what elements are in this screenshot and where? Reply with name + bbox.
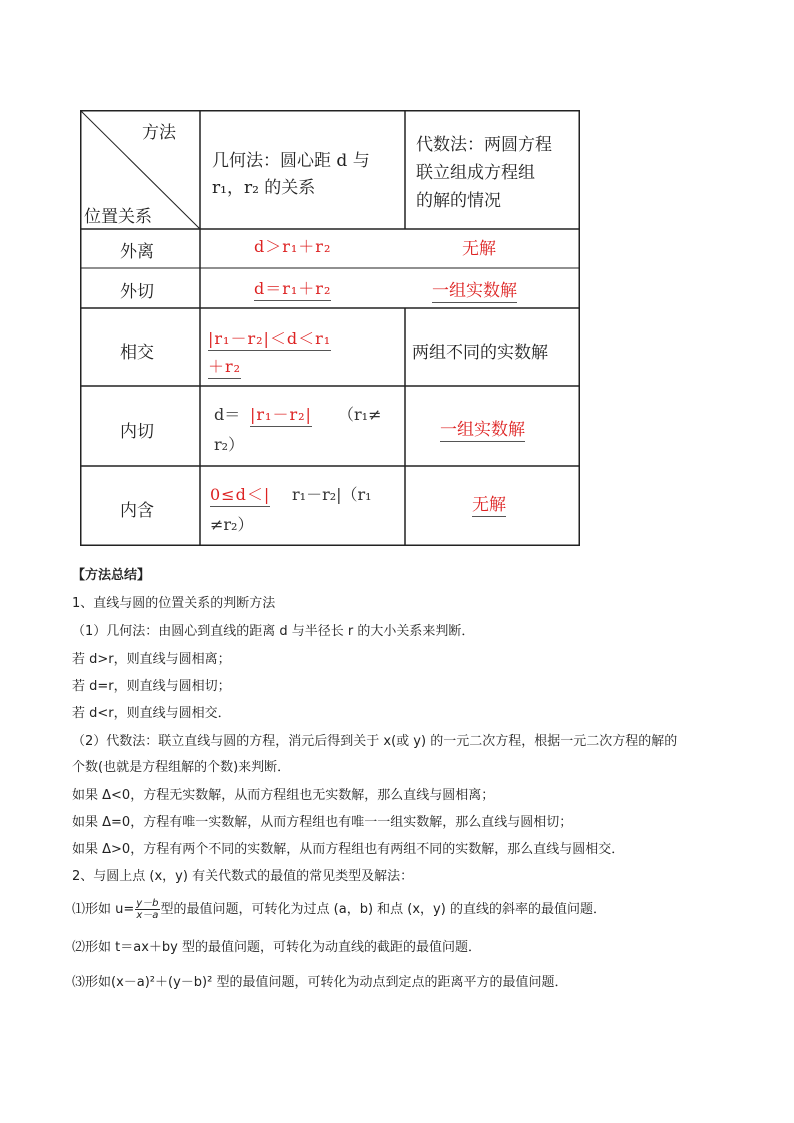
algebraic-header-line1: 代数法：两圆方程 bbox=[416, 135, 552, 155]
geometric-separate: d＞r₁＋r₂ bbox=[254, 237, 332, 256]
relation-contain: 内含 bbox=[120, 501, 154, 521]
geometric-internal-tangent-line1: |r₁－r₂| bbox=[250, 402, 312, 427]
summary-heading: 【方法总结】 bbox=[72, 568, 151, 583]
extremum-type-1-suffix: 型的最值问题，可转化为过点 (a，b) 和点 (x，y) 的直线的斜率的最值问题． bbox=[160, 902, 606, 917]
relation-internal-tangent: 内切 bbox=[120, 422, 154, 442]
relation-intersect: 相交 bbox=[120, 343, 154, 363]
extremum-type-2: ⑵形如 t＝ax＋by 型的最值问题，可转化为动直线的截距的最值问题． bbox=[72, 940, 481, 955]
condition-tangent: 若 d=r，则直线与圆相切； bbox=[72, 679, 231, 694]
geometric-internal-tangent-prefix: d＝ bbox=[214, 405, 241, 424]
geometric-contain-line2: ≠r₂） bbox=[210, 515, 254, 534]
comparison-table bbox=[80, 110, 580, 546]
geometric-header-line1: 几何法：圆心距 d 与 bbox=[212, 151, 370, 171]
geometric-internal-tangent-suffix: （r₁≠ bbox=[338, 405, 382, 424]
algebraic-method-text: （2）代数法：联立直线与圆的方程，消元后得到关于 x(或 y) 的一元二次方程，根据一元二次方程的解的 bbox=[72, 734, 678, 749]
fraction-denominator: x－a bbox=[136, 910, 159, 921]
algebraic-method-text-cont: 个数(也就是方程组解的个数)来判断． bbox=[72, 760, 291, 775]
algebraic-external-tangent: 一组实数解 bbox=[432, 276, 517, 303]
extremum-type-3: ⑶形如(x－a)²＋(y－b)² 型的最值问题，可转化为动点到定点的距离平方的最值问题． bbox=[72, 975, 568, 990]
discriminant-zero: 如果 Δ=0，方程有唯一实数解，从而方程组也有唯一一组实数解，那么直线与圆相切； bbox=[72, 815, 573, 830]
discriminant-negative: 如果 Δ<0，方程无实数解，从而方程组也无实数解，那么直线与圆相离； bbox=[72, 788, 495, 803]
condition-intersect: 若 d<r，则直线与圆相交． bbox=[72, 706, 231, 721]
header-relation-label: 位置关系 bbox=[84, 207, 152, 227]
geometric-internal-tangent-line2: r₂） bbox=[214, 435, 245, 454]
algebraic-contain: 无解 bbox=[472, 490, 506, 517]
algebraic-intersect: 两组不同的实数解 bbox=[412, 343, 548, 363]
algebraic-header-line3: 的解的情况 bbox=[416, 191, 501, 211]
algebraic-separate: 无解 bbox=[462, 239, 496, 259]
summary-point-2: 2、与圆上点 (x，y) 有关代数式的最值的常见类型及解法： bbox=[72, 869, 414, 884]
fraction-numerator: y－b bbox=[136, 898, 159, 909]
discriminant-positive: 如果 Δ>0，方程有两个不同的实数解，从而方程组也有两组不同的实数解，那么直线与圆相交． bbox=[72, 842, 625, 857]
geometric-header-line2: r₁，r₂ 的关系 bbox=[212, 178, 316, 198]
condition-separate: 若 d>r，则直线与圆相离； bbox=[72, 652, 231, 667]
geometric-external-tangent: d＝r₁＋r₂ bbox=[254, 276, 331, 301]
geometric-method-text: （1）几何法：由圆心到直线的距离 d 与半径长 r 的大小关系来判断． bbox=[72, 624, 475, 639]
geometric-contain-line1: r₁－r₂|（r₁ bbox=[292, 485, 372, 504]
slope-fraction bbox=[135, 898, 159, 921]
geometric-contain-prefix: 0≤d＜| bbox=[210, 482, 270, 507]
relation-separate: 外离 bbox=[120, 242, 154, 262]
relation-external-tangent: 外切 bbox=[120, 282, 154, 302]
geometric-intersect-line2: ＋r₂ bbox=[208, 354, 241, 379]
extremum-type-1 bbox=[72, 898, 606, 921]
geometric-intersect-line1: |r₁－r₂|＜d＜r₁ bbox=[208, 326, 331, 351]
header-method-label: 方法 bbox=[142, 123, 176, 143]
extremum-type-1-prefix: ⑴形如 u= bbox=[72, 902, 135, 917]
summary-point-1: 1、直线与圆的位置关系的判断方法 bbox=[72, 596, 276, 611]
algebraic-header-line2: 联立组成方程组 bbox=[416, 163, 535, 183]
algebraic-internal-tangent: 一组实数解 bbox=[440, 415, 525, 442]
